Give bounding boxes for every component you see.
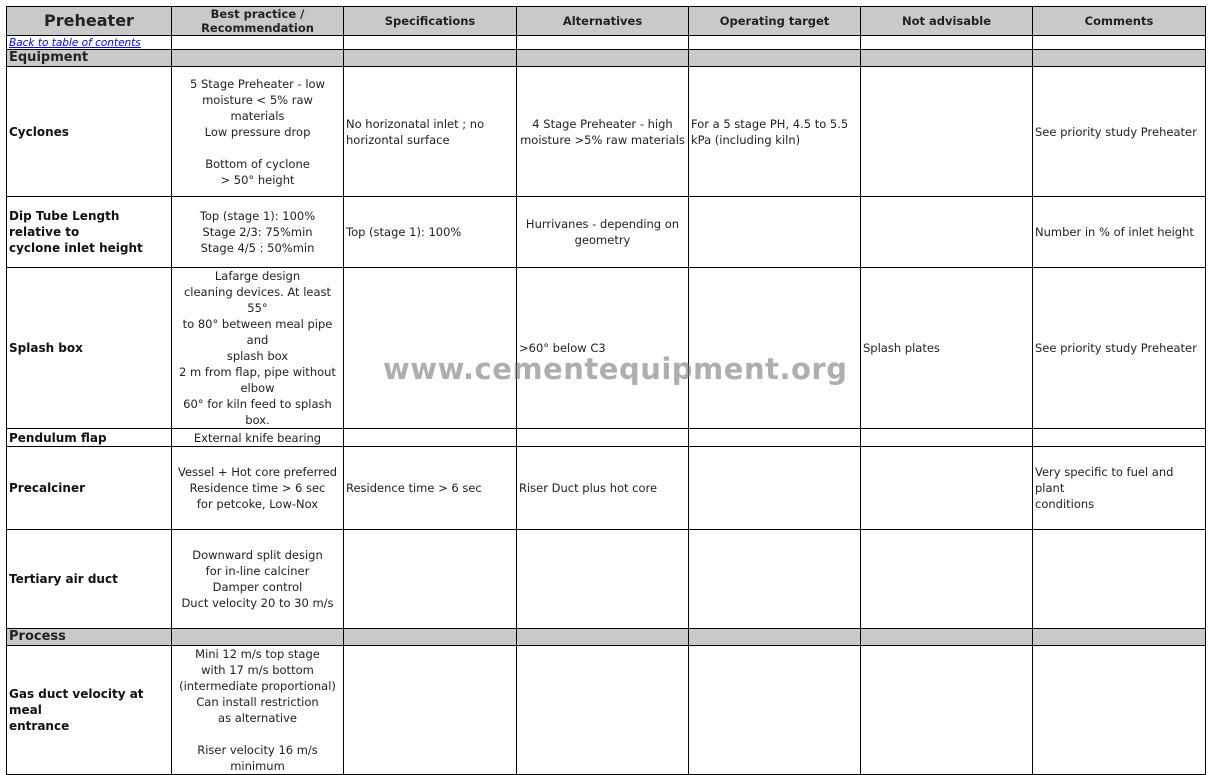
link-row xyxy=(7,36,1206,50)
table-row xyxy=(7,530,1206,629)
alternatives-cell: Riser Duct plus hot core xyxy=(517,447,689,530)
operating-target-cell xyxy=(689,447,861,530)
table-row xyxy=(7,429,1206,447)
not-advisable-cell xyxy=(861,646,1033,775)
not-advisable-cell: Splash plates xyxy=(861,268,1033,429)
alternatives-cell xyxy=(517,646,689,775)
row-label: Precalciner xyxy=(7,447,172,530)
best-practice-cell: 5 Stage Preheater - low moisture < 5% raw materials Low pressure drop Bottom of cyclone > 50° height xyxy=(172,67,344,197)
not-advisable-cell xyxy=(861,530,1033,629)
best-practice-cell: Vessel + Hot core preferred Residence time > 6 sec for petcoke, Low-Nox xyxy=(172,447,344,530)
section-label: Process xyxy=(7,629,172,646)
header-operating-target: Operating target xyxy=(689,7,861,36)
section-label: Equipment xyxy=(7,50,172,67)
specifications-cell xyxy=(344,530,517,629)
table-row xyxy=(7,268,1206,429)
alternatives-cell: >60° below C3 xyxy=(517,268,689,429)
alternatives-cell: 4 Stage Preheater - high moisture >5% raw materials xyxy=(517,67,689,197)
specifications-cell: Top (stage 1): 100% xyxy=(344,197,517,268)
not-advisable-cell xyxy=(861,67,1033,197)
specifications-cell: No horizonatal inlet ; no horizontal surface xyxy=(344,67,517,197)
best-practice-cell: Top (stage 1): 100% Stage 2/3: 75%min Stage 4/5 : 50%min xyxy=(172,197,344,268)
row-label: Splash box xyxy=(7,268,172,429)
not-advisable-cell xyxy=(861,197,1033,268)
sheet-title: Preheater xyxy=(7,7,172,36)
table-row xyxy=(7,67,1206,197)
alternatives-cell xyxy=(517,530,689,629)
comments-cell: Number in % of inlet height xyxy=(1033,197,1206,268)
specifications-cell xyxy=(344,268,517,429)
comments-cell: Very specific to fuel and plant conditions xyxy=(1033,447,1206,530)
row-label: Tertiary air duct xyxy=(7,530,172,629)
row-label: Pendulum flap xyxy=(7,429,172,447)
operating-target-cell xyxy=(689,646,861,775)
back-to-toc-link[interactable]: Back to table of contents xyxy=(9,37,141,49)
best-practice-cell: Downward split design for in-line calciner Damper control Duct velocity 20 to 30 m/s xyxy=(172,530,344,629)
table-row xyxy=(7,447,1206,530)
section-process xyxy=(7,629,1206,646)
not-advisable-cell xyxy=(861,447,1033,530)
header-not-advisable: Not advisable xyxy=(861,7,1033,36)
table-row xyxy=(7,197,1206,268)
header-comments: Comments xyxy=(1033,7,1206,36)
comments-cell: See priority study Preheater xyxy=(1033,268,1206,429)
best-practice-cell: External knife bearing xyxy=(172,429,344,447)
comments-cell xyxy=(1033,530,1206,629)
comments-cell xyxy=(1033,429,1206,447)
header-specifications: Specifications xyxy=(344,7,517,36)
alternatives-cell xyxy=(517,429,689,447)
operating-target-cell xyxy=(689,268,861,429)
comments-cell xyxy=(1033,646,1206,775)
operating-target-cell xyxy=(689,530,861,629)
specifications-cell: Residence time > 6 sec xyxy=(344,447,517,530)
operating-target-cell xyxy=(689,197,861,268)
header-alternatives: Alternatives xyxy=(517,7,689,36)
comments-cell: See priority study Preheater xyxy=(1033,67,1206,197)
table-row xyxy=(7,646,1206,775)
row-label: Gas duct velocity at meal entrance xyxy=(7,646,172,775)
preheater-table xyxy=(6,6,1206,775)
row-label: Dip Tube Length relative to cyclone inlet height xyxy=(7,197,172,268)
header-row xyxy=(7,7,1206,36)
section-equipment xyxy=(7,50,1206,67)
specifications-cell xyxy=(344,646,517,775)
operating-target-cell xyxy=(689,429,861,447)
best-practice-cell: Mini 12 m/s top stage with 17 m/s bottom (intermediate proportional) Can install restriction as alternative Riser velocity 16 m/s minimum xyxy=(172,646,344,775)
row-label: Cyclones xyxy=(7,67,172,197)
alternatives-cell: Hurrivanes - depending on geometry xyxy=(517,197,689,268)
operating-target-cell: For a 5 stage PH, 4.5 to 5.5 kPa (including kiln) xyxy=(689,67,861,197)
best-practice-cell: Lafarge design cleaning devices. At least 55° to 80° between meal pipe and splash box 2 m from flap, pipe without elbow 60° for kiln feed to splash box. xyxy=(172,268,344,429)
back-link-cell xyxy=(7,36,172,50)
not-advisable-cell xyxy=(861,429,1033,447)
header-best-practice: Best practice / Recommendation xyxy=(172,7,344,36)
watermark: www.cementequipment.org xyxy=(383,352,848,386)
specifications-cell xyxy=(344,429,517,447)
